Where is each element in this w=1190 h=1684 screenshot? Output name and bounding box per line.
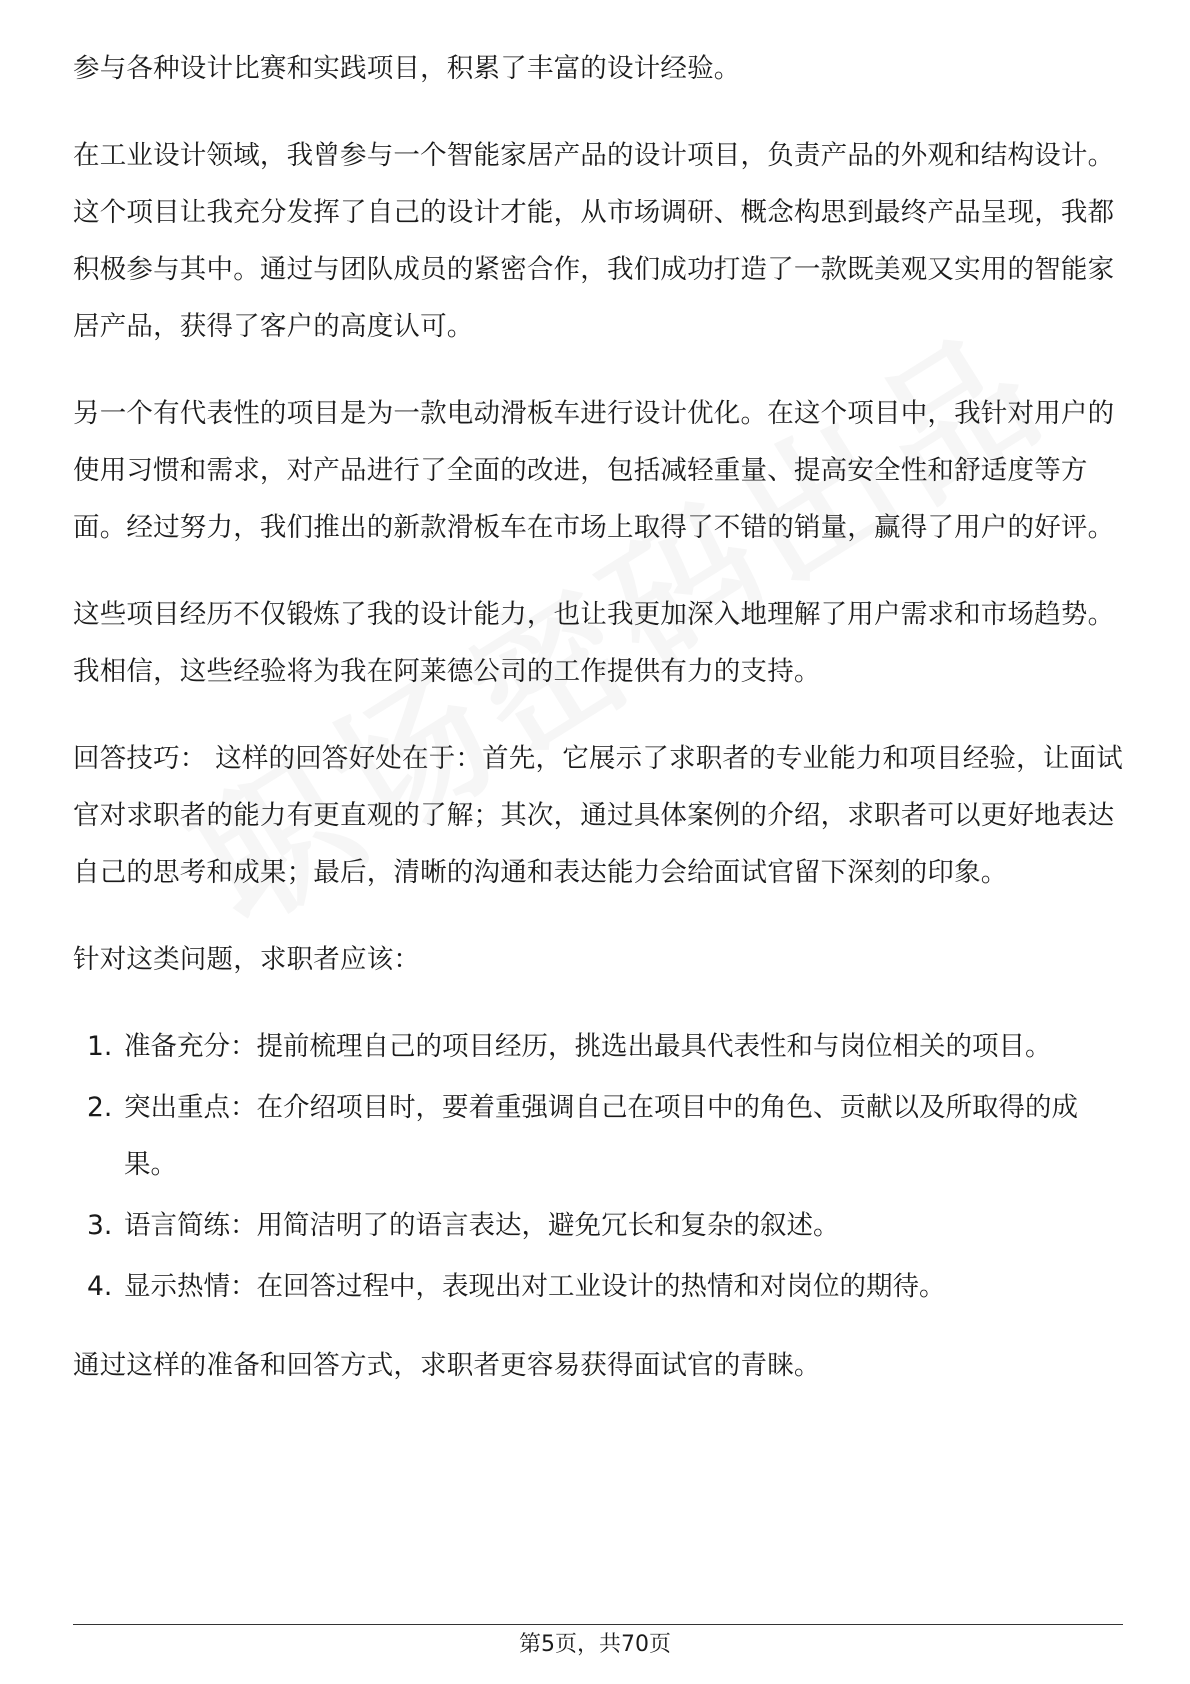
- list-item: [73, 1197, 1123, 1254]
- list-item-number: 2.: [87, 1092, 113, 1123]
- paragraph-scooter-project: 另一个有代表性的项目是为一款电动滑板车进行设计优化。在这个项目中，我针对用户的使用习惯和需求，对产品进行了全面的改进，包括减轻重量、提高安全性和舒适度等方面。经过努力，我们推出的新款滑板车在市场上取得了不错的销量，赢得了用户的好评。: [73, 398, 1115, 543]
- list-item: [73, 1018, 1123, 1075]
- paragraph-answer-tips: 回答技巧： 这样的回答好处在于：首先，它展示了求职者的专业能力和项目经验，让面试官对求职者的能力有更直观的了解；其次，通过具体案例的介绍，求职者可以更好地表达自己的思考和成果；最后，清晰的沟通和表达能力会给面试官留下深刻的印象。: [73, 743, 1123, 888]
- list-item-number: 4.: [87, 1271, 113, 1302]
- list-item-number: 3.: [87, 1210, 113, 1241]
- list-item: [73, 1079, 1123, 1193]
- paragraph-summary: 这些项目经历不仅锻炼了我的设计能力，也让我更加深入地理解了用户需求和市场趋势。我相信，这些经验将为我在阿莱德公司的工作提供有力的支持。: [73, 599, 1115, 687]
- list-item-number: 1.: [87, 1031, 113, 1062]
- list-item-text: 语言简练：用简洁明了的语言表达，避免冗长和复杂的叙述。: [124, 1210, 840, 1241]
- paragraph-intro: 参与各种设计比赛和实践项目，积累了丰富的设计经验。: [73, 53, 741, 84]
- paragraph-conclusion: 通过这样的准备和回答方式，求职者更容易获得面试官的青睐。: [73, 1350, 821, 1381]
- paragraph-smart-home-project: 在工业设计领域，我曾参与一个智能家居产品的设计项目，负责产品的外观和结构设计。这个项目让我充分发挥了自己的设计才能，从市场调研、概念构思到最终产品呈现，我都积极参与其中。通过与团队成员的紧密合作，我们成功打造了一款既美观又实用的智能家居产品，获得了客户的高度认可。: [73, 140, 1115, 342]
- list-item-text: 准备充分：提前梳理自己的项目经历，挑选出最具代表性和与岗位相关的项目。: [124, 1031, 1052, 1062]
- list-item-text: 显示热情：在回答过程中，表现出对工业设计的热情和对岗位的期待。: [124, 1271, 946, 1302]
- list-item: [73, 1258, 1123, 1315]
- page-number: 第5页，共70页: [519, 1632, 671, 1657]
- paragraph-list-intro: 针对这类问题，求职者应该：: [73, 944, 421, 975]
- document-body: [73, 40, 1123, 1424]
- footer-divider: [73, 1624, 1123, 1625]
- list-item-text: 突出重点：在介绍项目时，要着重强调自己在项目中的角色、贡献以及所取得的成果。: [124, 1092, 1078, 1180]
- tips-list: [73, 1018, 1123, 1315]
